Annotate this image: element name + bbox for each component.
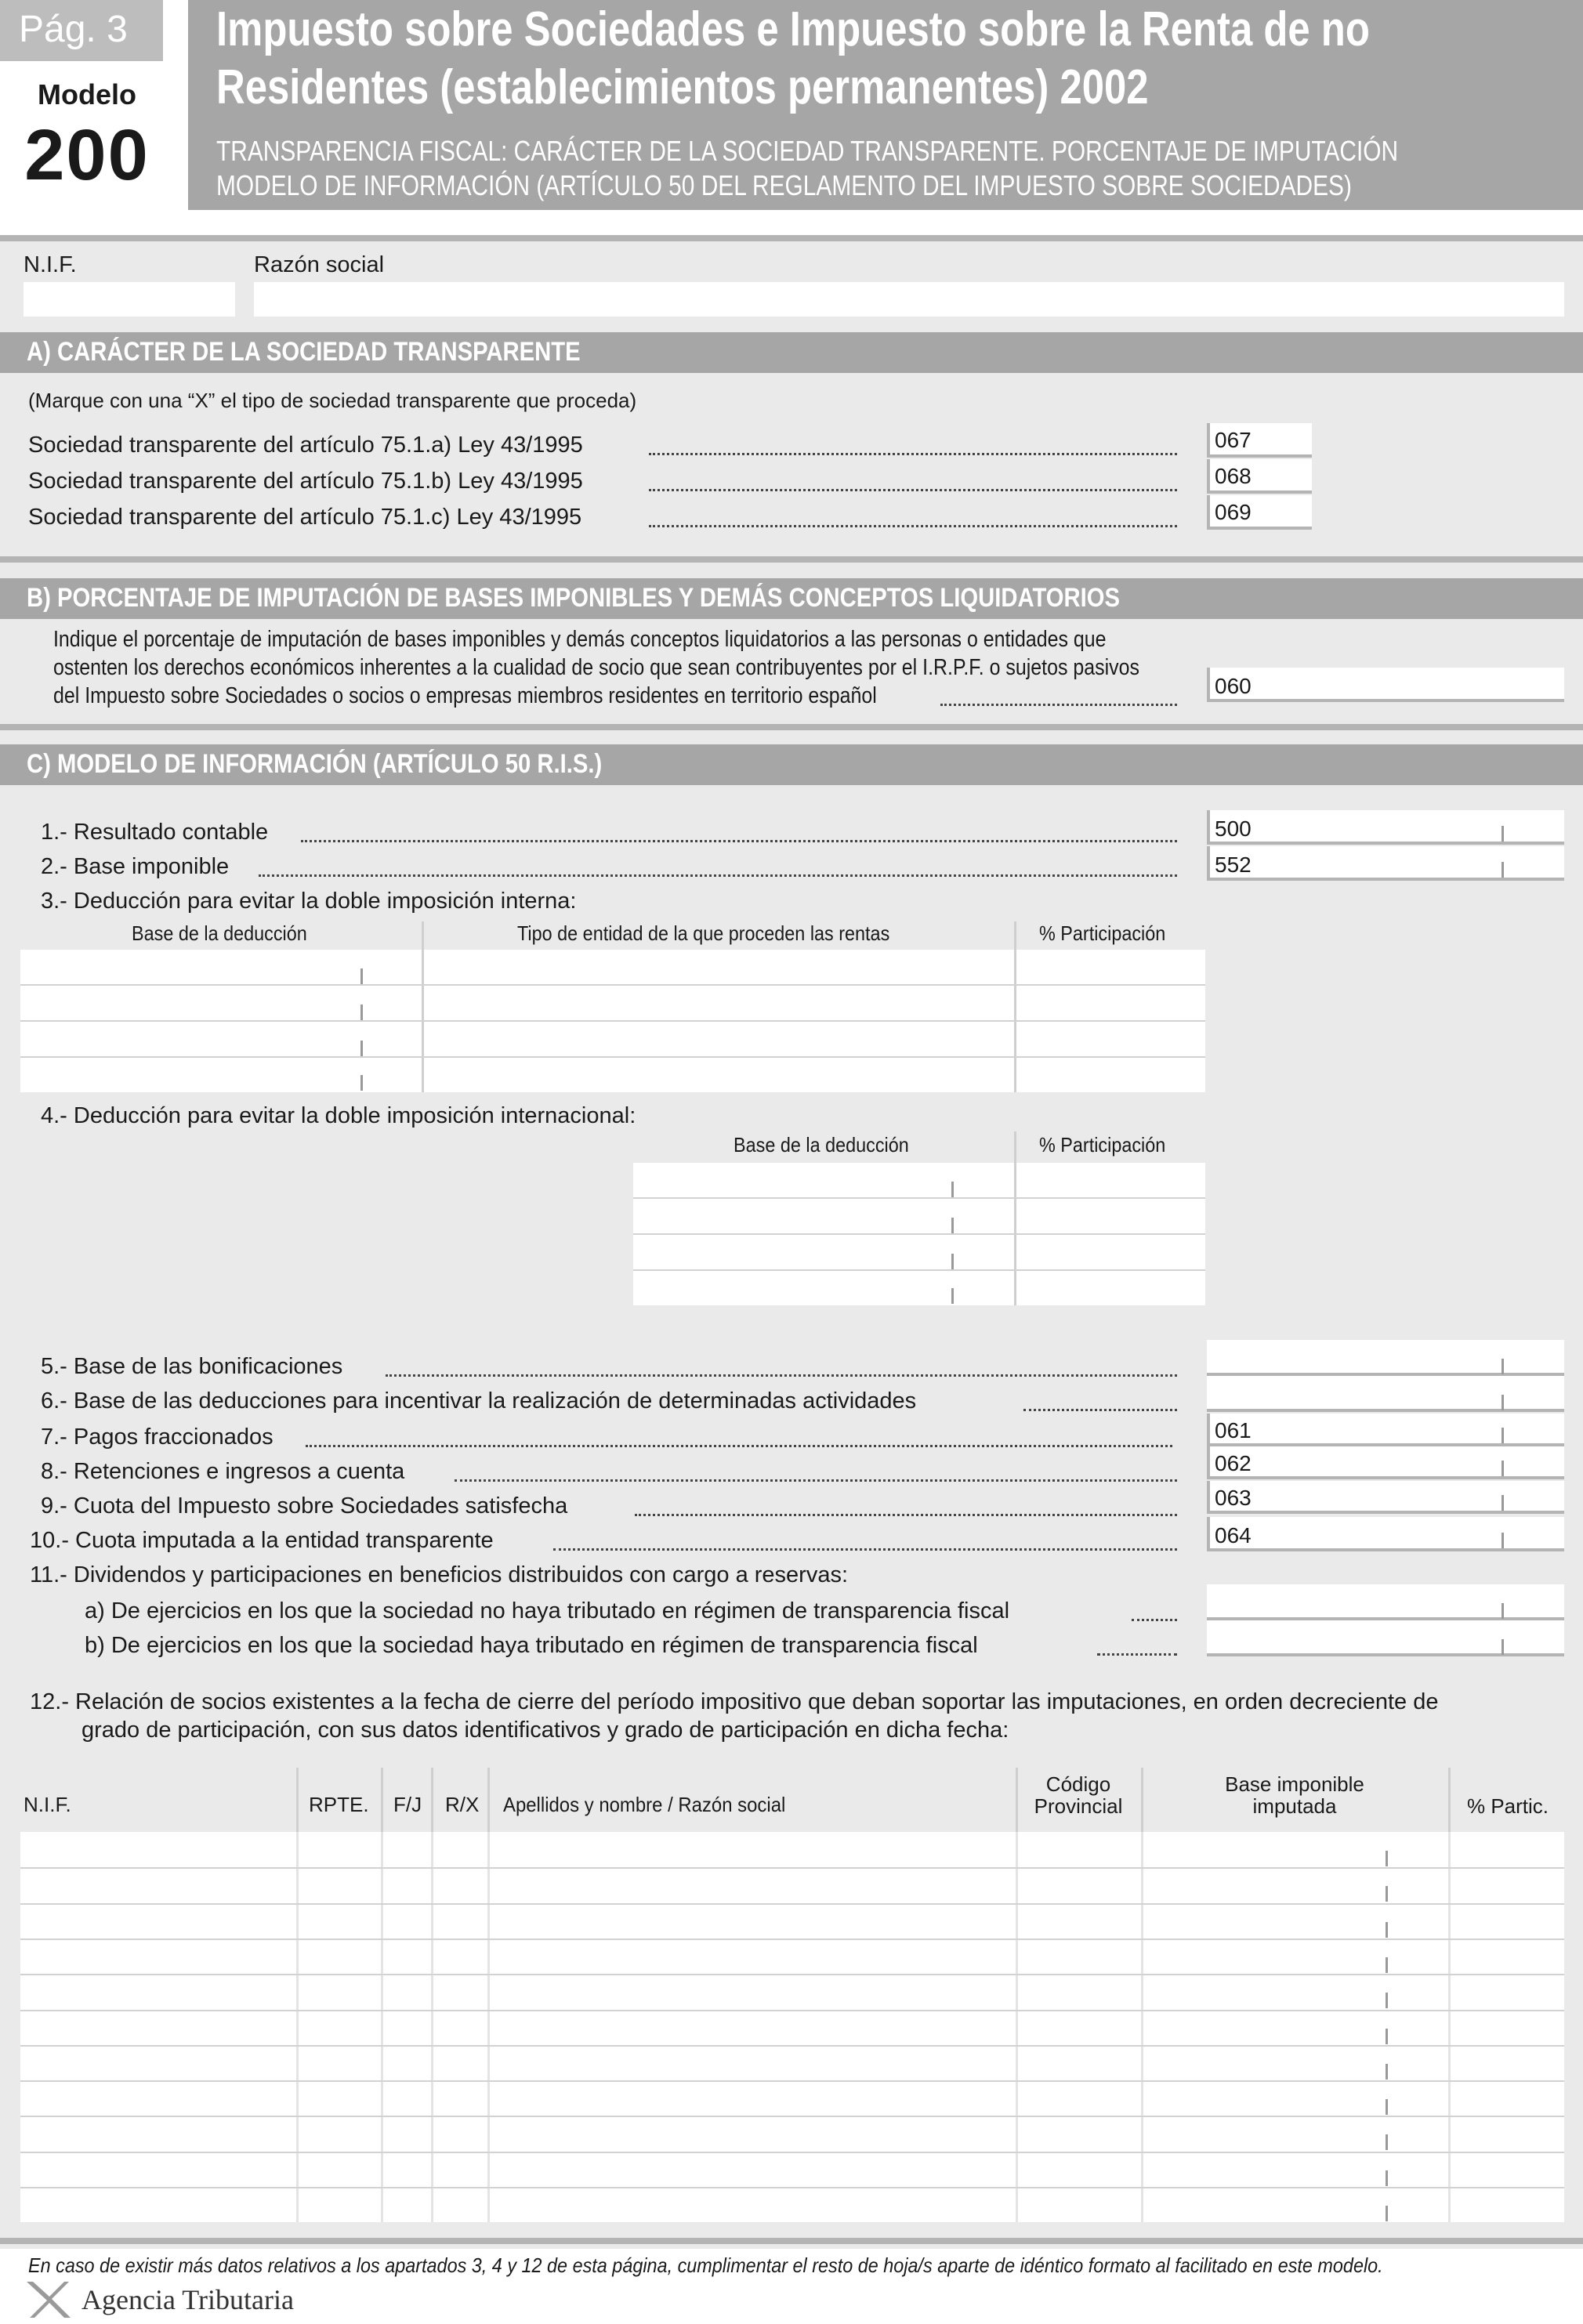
code-069: 069: [1215, 500, 1252, 524]
section-a-instruction: (Marque con una “X” el tipo de sociedad transparente que proceda): [28, 389, 637, 412]
form-subtitle-line1: TRANSPARENCIA FISCAL: CARÁCTER DE LA SOCIEDAD TRANSPARENTE. PORCENTAJE DE IMPUTACIÓN: [216, 135, 1399, 167]
nif-label: N.I.F.: [24, 252, 77, 277]
box-552[interactable]: [1207, 846, 1564, 881]
item11a-label: a) De ejercicios en los que la sociedad no haya tributado en régimen de transparencia fiscal: [85, 1598, 1010, 1624]
item12-label-line2: grado de participación, con sus datos identificativos y grado de participación en dicha fecha:: [82, 1718, 1009, 1743]
decimal-tick: [1386, 1851, 1388, 1866]
box-063[interactable]: [1207, 1481, 1564, 1514]
item3-row-line: [20, 1020, 1205, 1022]
dot-leader: [386, 1374, 1177, 1377]
form-title-line1: Impuesto sobre Sociedades e Impuesto sobre la Renta de no: [216, 2, 1370, 56]
item4-col-divider: [1014, 1131, 1016, 1305]
dot-leader: [455, 1479, 1177, 1482]
socios-col-codigo-line2: Provincial: [1034, 1794, 1123, 1818]
code-500: 500: [1215, 816, 1252, 841]
decimal-tick: [1386, 1957, 1388, 1973]
decimal-tick: [951, 1254, 954, 1269]
decimal-tick: [1386, 2099, 1388, 2115]
code-068: 068: [1215, 464, 1252, 488]
item3-label: 3.- Deducción para evitar la doble imposición interna:: [41, 889, 577, 914]
item1-label: 1.- Resultado contable: [41, 820, 269, 845]
item11-label: 11.- Dividendos y participaciones en beneficios distribuidos con cargo a reservas:: [30, 1562, 849, 1587]
modelo-label: Modelo: [38, 78, 136, 110]
code-061: 061: [1215, 1418, 1252, 1443]
socios-col-divider: [381, 1832, 383, 2222]
item11b-label: b) De ejercicios en los que la sociedad haya tributado en régimen de transparencia fiscal: [85, 1633, 978, 1658]
socios-row-line: [20, 2152, 1564, 2153]
modelo-number: 200: [24, 115, 150, 195]
socios-row-line: [20, 2116, 1564, 2117]
socios-row-line: [20, 1903, 1564, 1905]
socios-col-divider: [487, 1832, 490, 2222]
socios-row-line: [20, 1974, 1564, 1975]
row-067-label: Sociedad transparente del artículo 75.1.a) Ley 43/1995: [28, 433, 583, 458]
decimal-tick: [951, 1218, 954, 1233]
socios-col-divider: [1141, 1832, 1143, 2222]
socios-col-divider: [1016, 1832, 1018, 2222]
code-063: 063: [1215, 1486, 1252, 1510]
box-item6[interactable]: [1207, 1376, 1564, 1412]
razon-social-label: Razón social: [254, 252, 385, 277]
socios-col-base-line2: imputada: [1252, 1794, 1337, 1818]
box-500[interactable]: [1207, 810, 1564, 845]
socios-row-line: [20, 2010, 1564, 2011]
socios-col-codigo-line1: Código: [1045, 1772, 1111, 1796]
decimal-tick: [360, 968, 363, 984]
code-552: 552: [1215, 852, 1252, 877]
section-b-title: B) PORCENTAJE DE IMPUTACIÓN DE BASES IMPONIBLES Y DEMÁS CONCEPTOS LIQUIDATORIOS: [27, 583, 1121, 613]
decimal-tick: [360, 1005, 363, 1020]
section-b-text-line1: Indique el porcentaje de imputación de bases imponibles y demás conceptos liquidatorios a las personas o entidades que: [53, 627, 1107, 652]
dot-leader: [306, 1445, 1172, 1447]
socios-row-line: [20, 2187, 1564, 2188]
dot-leader: [301, 840, 1177, 842]
item2-label: 2.- Base imponible: [41, 854, 230, 879]
item7-label: 7.- Pagos fraccionados: [41, 1424, 273, 1450]
decimal-tick: [1501, 1461, 1504, 1476]
decimal-tick: [1501, 826, 1504, 842]
section-b-text-line2: ostenten los derechos económicos inherentes a la cualidad de socio que sean contribuyentes por el I.R.P.F. o sujetos pasivos: [53, 655, 1139, 680]
item8-label: 8.- Retenciones e ingresos a cuenta: [41, 1459, 405, 1484]
agencia-tributaria-logo-icon: [24, 2280, 74, 2319]
decimal-tick: [1501, 1639, 1504, 1655]
decimal-tick: [1501, 1428, 1504, 1443]
form-title-line2: Residentes (establecimientos permanentes) 2002: [216, 60, 1149, 114]
dot-leader: [649, 489, 1177, 491]
socios-row-line: [20, 2080, 1564, 2082]
dot-leader: [940, 704, 1177, 706]
item10-label: 10.- Cuota imputada a la entidad transparente: [30, 1528, 494, 1553]
row-068-label: Sociedad transparente del artículo 75.1.b) Ley 43/1995: [28, 469, 583, 494]
socios-row-line: [20, 2045, 1564, 2047]
nif-field[interactable]: [24, 282, 235, 317]
decimal-tick: [1386, 1886, 1388, 1902]
dot-leader: [649, 453, 1177, 455]
code-060: 060: [1215, 674, 1252, 698]
dot-leader: [1132, 1619, 1177, 1621]
decimal-tick: [1501, 1395, 1504, 1410]
item3-col-base: Base de la deducción: [132, 921, 307, 945]
dot-leader: [1023, 1409, 1177, 1411]
item12-label-line1: 12.- Relación de socios existentes a la fecha de cierre del período impositivo que deban soportar las imputaciones, en orden decreciente de: [30, 1689, 1439, 1714]
socios-col-divider: [296, 1832, 299, 2222]
decimal-tick: [1501, 862, 1504, 878]
row-069-label: Sociedad transparente del artículo 75.1.c) Ley 43/1995: [28, 505, 582, 530]
dot-leader: [635, 1514, 1177, 1516]
razon-social-field[interactable]: [254, 282, 1564, 317]
decimal-tick: [360, 1041, 363, 1056]
item4-col-base: Base de la deducción: [734, 1133, 909, 1157]
decimal-tick: [1386, 2029, 1388, 2044]
dot-leader: [553, 1548, 1177, 1551]
decimal-tick: [1386, 1993, 1388, 2008]
socios-col-divider: [1448, 1832, 1451, 2222]
decimal-tick: [1501, 1533, 1504, 1548]
item3-col-participacion: % Participación: [1039, 921, 1166, 945]
decimal-tick: [360, 1075, 363, 1091]
socios-table[interactable]: [20, 1832, 1564, 2222]
item5-label: 5.- Base de las bonificaciones: [41, 1354, 343, 1379]
agencia-tributaria-brand: Agencia Tributaria: [82, 2284, 294, 2315]
socios-col-rpte: RPTE.: [309, 1793, 369, 1816]
socios-col-base-line1: Base imponible: [1225, 1772, 1364, 1796]
dot-leader: [649, 525, 1177, 527]
decimal-tick: [1386, 2170, 1388, 2186]
socios-col-fj: F/J: [393, 1793, 422, 1816]
socios-col-partic: % Partic.: [1467, 1794, 1549, 1818]
divider: [0, 2238, 1583, 2244]
dot-leader: [259, 874, 1177, 877]
item3-col-divider: [1014, 921, 1016, 1092]
box-item11b[interactable]: [1207, 1620, 1564, 1656]
item4-row-line: [633, 1269, 1205, 1271]
decimal-tick: [951, 1182, 954, 1197]
form-subtitle-line2: MODELO DE INFORMACIÓN (ARTÍCULO 50 DEL REGLAMENTO DEL IMPUESTO SOBRE SOCIEDADES): [216, 169, 1352, 201]
divider: [0, 556, 1583, 563]
item4-row-line: [633, 1197, 1205, 1199]
section-b-text-line3: del Impuesto sobre Sociedades o socios o empresas miembros residentes en territorio español: [53, 683, 877, 708]
decimal-tick: [1501, 1603, 1504, 1619]
decimal-tick: [1386, 2206, 1388, 2221]
code-062: 062: [1215, 1451, 1252, 1475]
decimal-tick: [951, 1288, 954, 1304]
socios-col-nif: N.I.F.: [24, 1793, 71, 1816]
divider: [0, 235, 1583, 241]
item4-label: 4.- Deducción para evitar la doble imposición internacional:: [41, 1103, 636, 1128]
decimal-tick: [1501, 1359, 1504, 1374]
dot-leader: [1097, 1653, 1177, 1656]
section-a-title: A) CARÁCTER DE LA SOCIEDAD TRANSPARENTE: [27, 337, 581, 367]
decimal-tick: [1386, 2134, 1388, 2150]
item3-row-line: [20, 1056, 1205, 1058]
socios-col-rx: R/X: [445, 1793, 480, 1816]
item3-col-divider: [422, 921, 424, 1092]
box-item11a[interactable]: [1207, 1584, 1564, 1620]
socios-col-divider: [431, 1832, 433, 2222]
item3-row-line: [20, 984, 1205, 986]
item4-col-participacion: % Participación: [1039, 1133, 1166, 1157]
box-064[interactable]: [1207, 1517, 1564, 1551]
decimal-tick: [1386, 1922, 1388, 1938]
box-060[interactable]: [1207, 668, 1564, 702]
socios-row-line: [20, 1867, 1564, 1869]
decimal-tick: [1501, 1495, 1504, 1511]
item6-label: 6.- Base de las deducciones para incentivar la realización de determinadas actividades: [41, 1388, 917, 1414]
code-064: 064: [1215, 1523, 1252, 1548]
item3-col-tipo: Tipo de entidad de la que proceden las rentas: [517, 921, 890, 945]
code-067: 067: [1215, 428, 1252, 452]
socios-col-nombre: Apellidos y nombre / Razón social: [503, 1793, 786, 1816]
box-061[interactable]: [1207, 1414, 1564, 1446]
footer-note: En caso de existir más datos relativos a los apartados 3, 4 y 12 de esta página, cumplimentar el resto de hoja/s aparte de idéntico formato al facilitado en este modelo.: [28, 2253, 1383, 2277]
section-c-title: C) MODELO DE INFORMACIÓN (ARTÍCULO 50 R.I.S.): [27, 749, 603, 779]
box-item5[interactable]: [1207, 1340, 1564, 1376]
divider: [0, 724, 1583, 730]
decimal-tick: [1386, 2064, 1388, 2080]
page-number: Pág. 3: [19, 9, 128, 50]
socios-row-line: [20, 1938, 1564, 1940]
item4-row-line: [633, 1233, 1205, 1235]
box-062[interactable]: [1207, 1446, 1564, 1479]
item9-label: 9.- Cuota del Impuesto sobre Sociedades satisfecha: [41, 1493, 568, 1519]
